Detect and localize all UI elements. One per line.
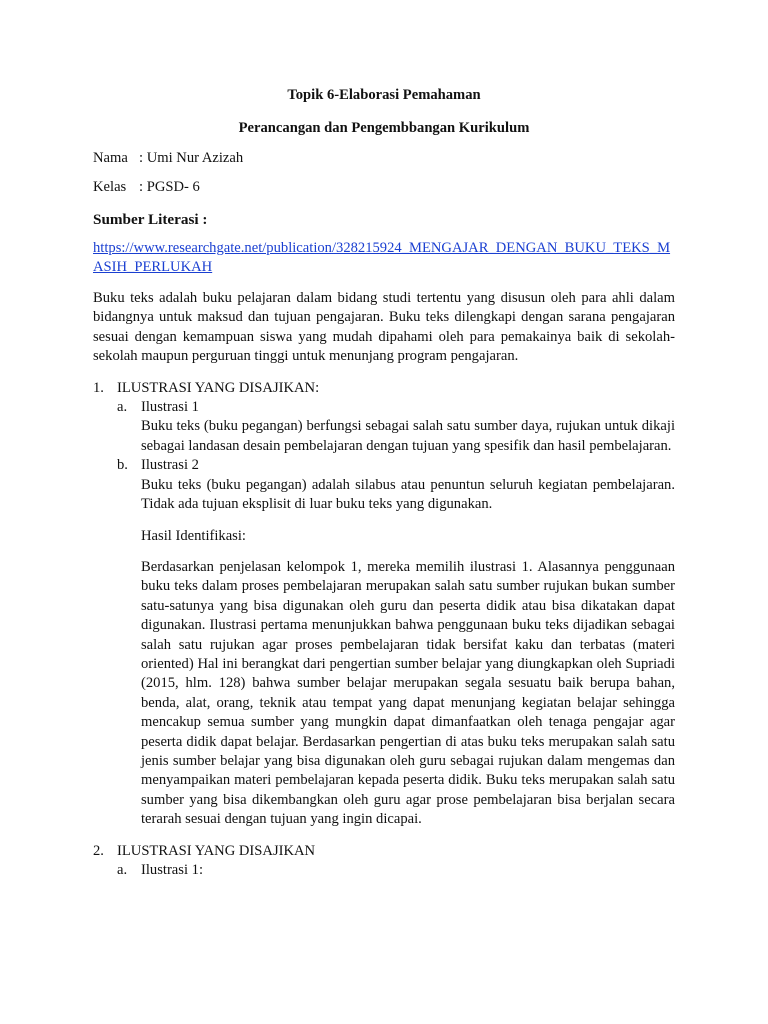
nama-label: Nama bbox=[93, 149, 128, 166]
section-2 bbox=[93, 842, 675, 861]
source-link[interactable]: https://www.researchgate.net/publication/328215924_MENGAJAR_DENGAN_BUKU_TEKS_MASIH_PERLUKAH bbox=[93, 240, 671, 276]
document-title: Topik 6-Elaborasi Pemahaman bbox=[287, 87, 481, 103]
hasil-identifikasi-text: Berdasarkan penjelasan kelompok 1, mereka memilih ilustrasi 1. Alasannya penggunaan buku teks dalam proses pembelajaran merupakan salah satu sumber rujukan bukan sumber satu-satunya yang bisa digunakan oleh guru dan peserta didik atau bisa dikatakan dapat digunakan. Ilustrasi pertama menunjukkan bahwa penggunaan buku teks dijadikan sebagai salah satu rujukan agar proses pembelajaran tidak bersifat kaku dan terbatas (materi oriented) Hal ini berangkat dari pengertian sumber belajar yang diungkapkan oleh Supriadi (2015, hlm. 128) bahwa sumber belajar merupakan segala sesuatu baik berupa bahan, benda, alat, orang, teknik atau tempat yang dapat menunjang kegiatan belajar sehingga mencakup semua sumber yang mungkin dapat dimanfaatkan oleh tenaga pengajar agar peserta didik dapat belajar. Berdasarkan pengertian di atas buku teks merupakan salah satu jenis sumber belajar yang bisa digunakan oleh guru sebagai rujukan dalam mengemas dan menyampaikan materi pembelajaran kepada peserta didik. Buku teks merupakan salah satu sumber yang bisa dikembangkan oleh guru agar prose pembelajaran bisa berjalan secara terarah sesuai dengan tujuan yang ingin dicapai. bbox=[141, 558, 675, 828]
nama-row bbox=[93, 149, 675, 168]
section-1-number: 1. bbox=[93, 379, 104, 396]
section-2-item-a-title: Ilustrasi 1: bbox=[141, 862, 204, 878]
section-2-item-a-letter: a. bbox=[117, 862, 128, 878]
kelas-label: Kelas bbox=[93, 179, 127, 196]
section-2-item-a bbox=[93, 861, 675, 880]
section-1 bbox=[93, 379, 675, 398]
item-a-letter: a. bbox=[117, 399, 128, 416]
item-a-text: Buku teks (buku pegangan) berfungsi sebagai salah satu sumber daya, rujukan untuk dikaji sebagai landasan desain pembelajaran dengan tujuan yang spesifik dan hasil pembelajaran. bbox=[141, 418, 675, 454]
kelas-value: : PGSD- 6 bbox=[139, 179, 200, 196]
section-1-item-a bbox=[93, 398, 675, 456]
kelas-row bbox=[93, 178, 675, 197]
item-b-title: Ilustrasi 2 bbox=[141, 457, 199, 474]
item-b-letter: b. bbox=[117, 457, 128, 474]
document-subtitle: Perancangan dan Pengembbangan Kurikulum bbox=[238, 120, 530, 137]
section-1-title: ILUSTRASI YANG DISAJIKAN: bbox=[117, 379, 320, 396]
item-a-title: Ilustrasi 1 bbox=[141, 399, 199, 416]
section-1-item-b bbox=[93, 456, 675, 514]
section-2-title: ILUSTRASI YANG DISAJIKAN bbox=[117, 842, 316, 859]
intro-paragraph: Buku teks adalah buku pelajaran dalam bidang studi tertentu yang disusun oleh para ahli dalam bidangnya untuk maksud dan tujuan pengajaran. Buku teks dilengkapi dengan sarana pengajaran sesuai dengan kemampuan siswa yang mudah dipahami oleh para pemakainya baik di sekolah- sekolah maupun perguruan tinggi untuk menunjang program pengajaran. bbox=[93, 290, 675, 365]
document-page bbox=[93, 82, 675, 880]
sumber-literasi-heading: Sumber Literasi : bbox=[93, 210, 208, 228]
section-2-number: 2. bbox=[93, 842, 104, 859]
nama-value: : Umi Nur Azizah bbox=[139, 149, 244, 166]
item-b-text: Buku teks (buku pegangan) adalah silabus atau penuntun seluruh kegiatan pembelajaran. Tidak ada tujuan eksplisit di luar buku teks yang digunakan. bbox=[141, 476, 675, 513]
hasil-identifikasi-label: Hasil Identifikasi: bbox=[141, 527, 246, 544]
